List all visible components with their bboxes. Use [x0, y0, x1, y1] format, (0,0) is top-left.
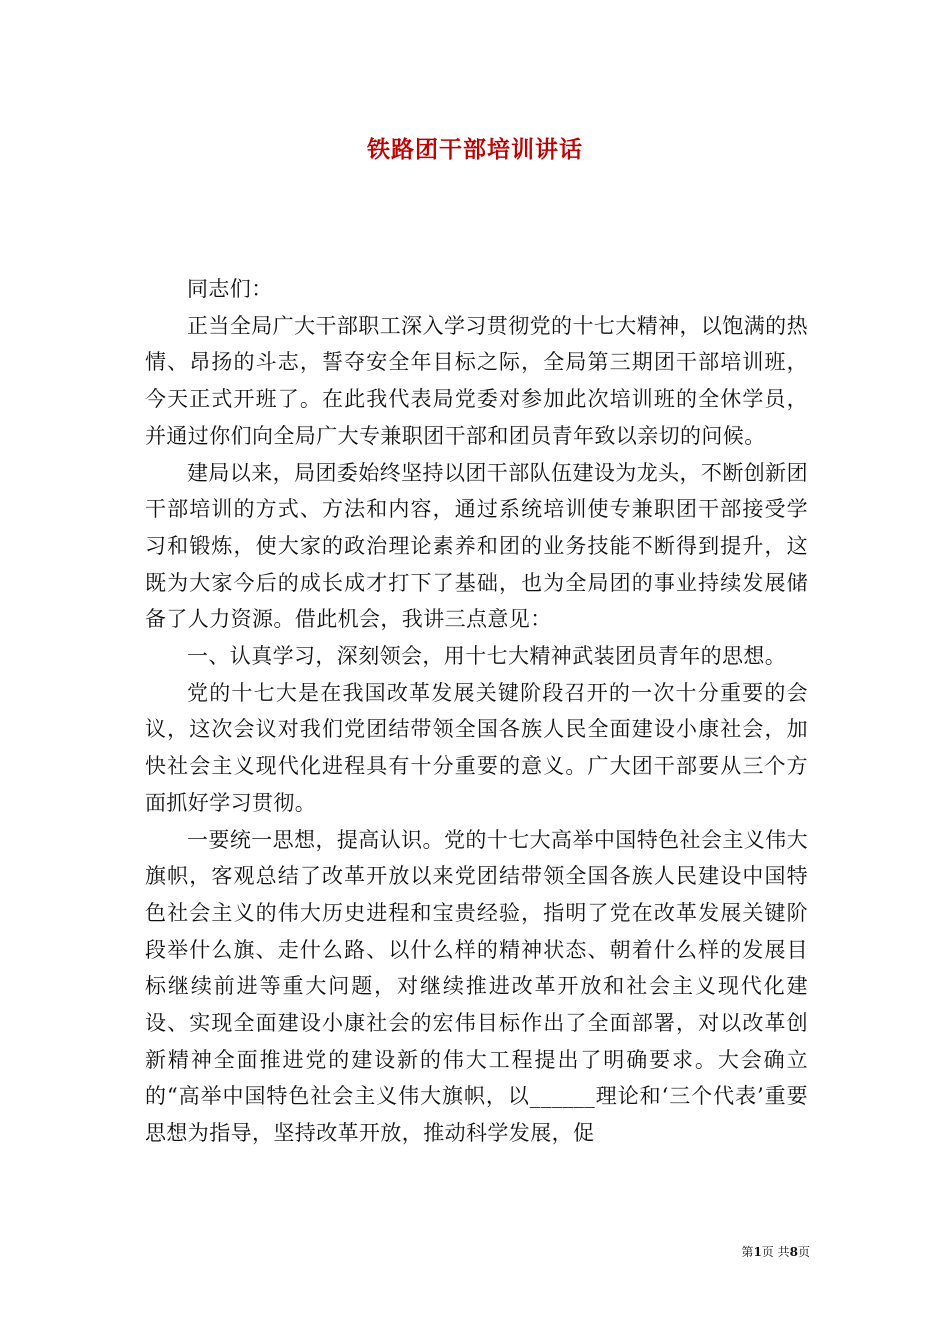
paragraph: 正当全局广大干部职工深入学习贯彻党的十七大精神，以饱满的热情、昂扬的斗志，誓夺安全年目标之际，全局第三期团干部培训班，今天正式开班了。在此我代表局党委对参加此次培训班的全休学员，并通过你们向全局广大专兼职团干部和团员青年致以亲切的问候。 — [145, 313, 808, 448]
paragraph: 一要统一思想，提高认识。党的十七大高举中国特色社会主义伟大旗帜，客观总结了改革开放以来党团结带领全国各族人民建设中国特色社会主义的伟大历史进程和宝贵经验，指明了党在改革发展关键阶段举什么旗、走什么路、以什么样的精神状态、朝着什么样的发展目标继续前进等重大问题，对继续推进改革开放和社会主义现代化建设、实现全面建设小康社会的宏伟目标作出了全面部署，对以改革创新精神全面推进党的建设新的伟大工程提出了明确要求。大会确立的“高举中国特色社会主义伟大旗帜，以______理论和‘三个代表’重要思想为指导，坚持改革开放，推动科学发展，促 — [145, 827, 808, 1146]
footer-page-number: 1 — [753, 1245, 762, 1259]
page-footer — [700, 1244, 810, 1260]
paragraph: 党的十七大是在我国改革发展关键阶段召开的一次十分重要的会议，这次会议对我们党团结带领全国各族人民全面建设小康社会，加快社会主义现代化进程具有十分重要的意义。广大团干部要从三个方面抓好学习贯彻。 — [145, 680, 808, 815]
document-title: 铁路团干部培训讲话 — [367, 136, 583, 163]
section-heading: 一、认真学习，深刻领会，用十七大精神武装团员青年的思想。 — [187, 644, 787, 669]
footer-prefix: 第 — [741, 1245, 754, 1259]
paragraph-greeting: 同志们： — [187, 277, 273, 301]
footer-suffix: 页 — [797, 1245, 810, 1259]
paragraph: 建局以来，局团委始终坚持以团干部队伍建设为龙头，不断创新团干部培训的方式、方法和内容，通过系统培训使专兼职团干部接受学习和锻炼，使大家的政治理论素养和团的业务技能不断得到提升，这既为大家今后的成长成才打下了基础，也为全局团的事业持续发展储备了人力资源。借此机会，我讲三点意见： — [145, 460, 808, 632]
footer-total-pages: 8 — [789, 1245, 798, 1259]
footer-middle: 页 共 — [761, 1245, 790, 1259]
document-body — [145, 271, 808, 1152]
